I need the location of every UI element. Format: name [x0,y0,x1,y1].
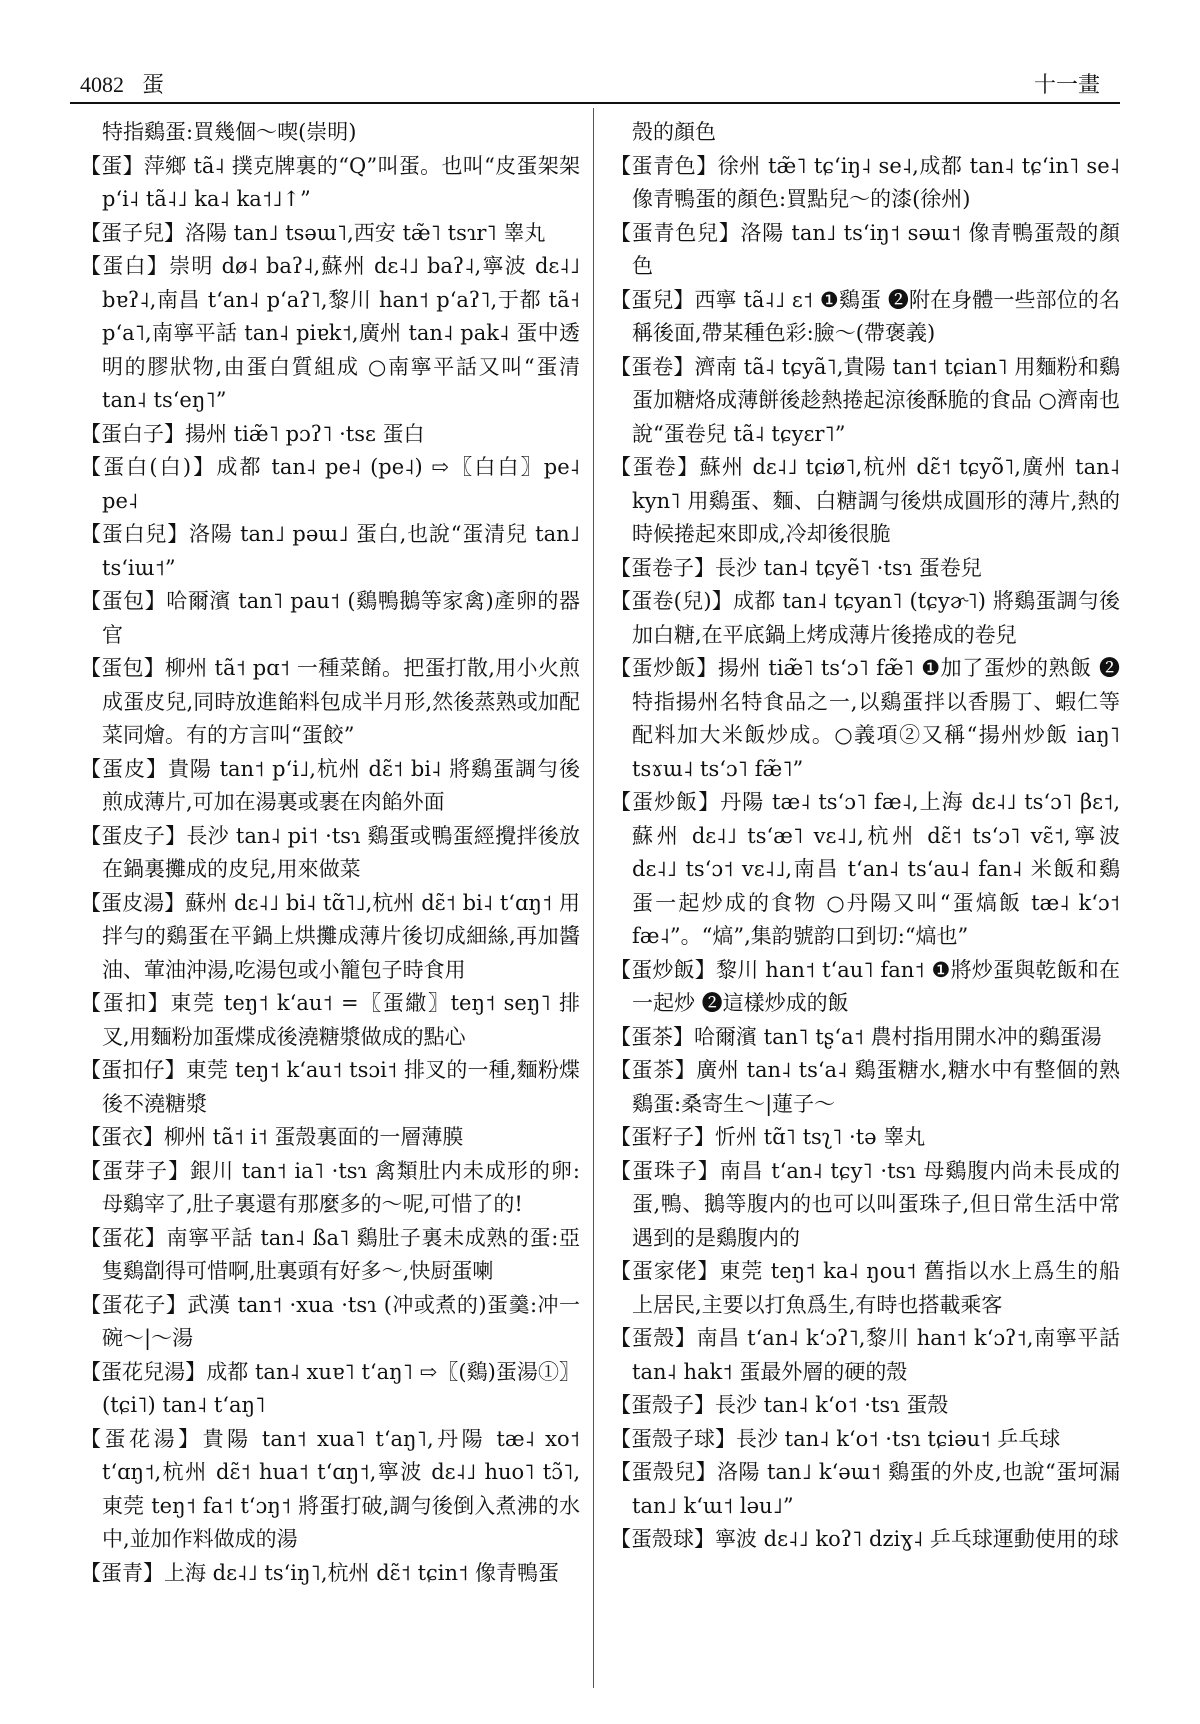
dictionary-entry: 【蛋白子】揚州 tiæ̃˥ pɔʔ˥ ·tsɛ 蛋白 [80,421,425,446]
page-header [70,58,1120,98]
dictionary-entry: 【蛋】萍鄉 tã˨ 撲克牌裏的“Q”叫蛋。也叫“皮蛋架架 pʻi˨ tã˨˩ ka˨ ka˦˩↑” [80,153,580,211]
dictionary-entry: 【蛋花湯】貴陽 tan˦ xua˥ tʻaŋ˥,丹陽 tæ˨ xo˦ tʻɑŋ˦,杭州 dɛ̃˦ hua˦ tʻɑŋ˦,寧波 dɛ˨˩ huo˥ tɔ̃˥,東莞 teŋ˦ fa˦ tʻɔŋ˦ 將蛋打破,調勻後倒入煮沸的水中,並加作料做成的湯 [80,1426,580,1551]
dictionary-entry: 特指鷄蛋:買幾個～喫(崇明) [102,120,357,144]
dictionary-entry: 【蛋家佬】東莞 teŋ˦ ka˨ ŋou˦ 舊指以水上爲生的船上居民,主要以打魚爲生,有時也搭載乘客 [610,1259,1120,1317]
dictionary-entry: 【蛋青色兒】洛陽 tan˩ tsʻiŋ˦ səɯ˦ 像青鴨蛋殼的顏色 [610,220,1120,278]
dictionary-entry: 【蛋卷(兒)】成都 tan˨ tɕyan˥ (tɕyɚ˥) 將鷄蛋調勻後加白糖,在平底鍋上烤成薄片後捲成的卷兒 [610,589,1120,647]
dictionary-entry: 【蛋炒飯】揚州 tiæ̃˥ tsʻɔ˥ fæ̃˥ ❶加了蛋炒的熟飯 ❷特指揚州名特食品之一,以鷄蛋拌以香腸丁、蝦仁等配料加大米飯炒成。○義項②又稱“揚州炒飯 iaŋ˥ tsɤɯ˨ tsʻɔ˥ fæ̃˥” [610,656,1120,781]
dictionary-entry: 【蛋珠子】南昌 tʻan˨ tɕy˥ ·tsɿ 母鷄腹内尚未長成的蛋,鴨、鵝等腹内的也可以叫蛋珠子,但日常生活中常遇到的是鷄腹内的 [610,1158,1120,1250]
page-number: 4082 [80,72,124,97]
dictionary-entry: 【蛋花子】武漢 tan˦ ·xua ·tsɿ (冲或煮的)蛋羹:冲一碗～|～湯 [80,1292,580,1350]
dictionary-entry: 【蛋芽子】銀川 tan˦ ia˥ ·tsɿ 禽類肚内未成形的卵:母鷄宰了,肚子裏還有那麼多的～呢,可惜了的! [80,1158,580,1216]
dictionary-entry: 【蛋白】崇明 dø˨ baʔ˨,蘇州 dɛ˨˩ baʔ˨,寧波 dɛ˨˩ bɐʔ˨,南昌 tʻan˨ pʻaʔ˥,黎川 han˦ pʻaʔ˥,于都 tã˧ pʻa˥,南寧平話 tan˨ piɐk˦,廣州 tan˨ pak˨ 蛋中透明的膠狀物,由蛋白質組成 ○南寧平話又叫“蛋清 tan˨ tsʻeŋ˥” [80,254,580,412]
dictionary-entry: 【蛋皮子】長沙 tan˨ pi˦ ·tsɿ 鷄蛋或鴨蛋經攪拌後放在鍋裏攤成的皮兒,用來做菜 [80,823,580,881]
dictionary-entry: 【蛋花兒湯】成都 tan˨ xuɐ˥ tʻaŋ˥ ⇨〖(鷄)蛋湯①〗(tɕi˥) tan˨ tʻaŋ˥ [80,1359,580,1417]
dictionary-entry: 【蛋青色】徐州 tæ̃˥ tɕʻiŋ˨ se˨,成都 tan˨ tɕʻin˥ se˨ 像青鴨蛋的顏色:買點兒～的漆(徐州) [610,153,1120,211]
dictionary-entry: 【蛋青】上海 dɛ˨˩ tsʻiŋ˥,杭州 dɛ̃˦ tɕin˦ 像青鴨蛋 [80,1560,560,1585]
left-column [80,116,580,1590]
dictionary-entry: 【蛋包】哈爾濱 tan˥ pau˦ (鷄鴨鵝等家禽)產卵的器官 [80,589,580,647]
dictionary-entry: 【蛋兒】西寧 tã˨˩ ɛ˦ ❶鷄蛋 ❷附在身體一些部位的名稱後面,帶某種色彩:臉～(帶褒義) [610,287,1120,345]
dictionary-entry: 【蛋扣仔】東莞 teŋ˦ kʻau˦ tsɔi˦ 排叉的一種,麵粉煠後不澆糖漿 [80,1058,580,1116]
header-left [80,68,164,99]
dictionary-entry: 【蛋扣】東莞 teŋ˦ kʻau˦ =〖蛋繖〗teŋ˦ seŋ˥ 排叉,用麵粉加蛋煠成後澆糖漿做成的點心 [80,991,580,1049]
dictionary-entry: 殼的顏色 [632,120,716,144]
dictionary-entry: 【蛋殼兒】洛陽 tan˩ kʻəɯ˦ 鷄蛋的外皮,也說“蛋坷漏 tan˩ kʻɯ˦ ləu˩” [610,1460,1120,1518]
header-rule [70,102,1120,104]
dictionary-entry: 【蛋白(白)】成都 tan˨ pe˨ (pe˨) ⇨〖白白〗pe˨ pe˨ [80,455,580,513]
dictionary-entry: 【蛋茶】廣州 tan˨ tsʻa˨ 鷄蛋糖水,糖水中有整個的熟鷄蛋:桑寄生～|蓮子～ [610,1058,1120,1116]
dictionary-entry: 【蛋皮】貴陽 tan˦ pʻi˩,杭州 dɛ̃˦ bi˨ 將鷄蛋調勻後煎成薄片,可加在湯裏或裹在肉餡外面 [80,756,580,814]
stroke-section: 十一畫 [1033,73,1100,98]
dictionary-entry: 【蛋籽子】忻州 tɑ̃˥ tsʅ˥ ·tə 睾丸 [610,1125,926,1149]
column-divider [593,108,594,1688]
head-character: 蛋 [142,73,165,98]
dictionary-entry: 【蛋卷子】長沙 tan˨ tɕyẽ˥ ·tsɿ 蛋卷兒 [610,555,982,580]
dictionary-entry: 【蛋殼子球】長沙 tan˨ kʻo˦ ·tsɿ tɕiəu˦ 乒乓球 [610,1426,1061,1451]
dictionary-entry: 【蛋皮湯】蘇州 dɛ˨˩ bi˨ tɑ̃˥˩,杭州 dɛ̃˦ bi˨ tʻɑŋ˦ 用拌勻的鷄蛋在平鍋上烘攤成薄片後切成細絲,再加醬油、葷油沖湯,吃湯包或小籠包子時食用 [80,890,580,982]
dictionary-entry: 【蛋花】南寧平話 tan˨ ßa˥ 鷄肚子裏未成熟的蛋:亞隻鷄劏得可惜啊,肚裏頭有好多～,快厨蛋喇 [80,1225,580,1283]
dictionary-entry: 【蛋衣】柳州 tã˦ i˦ 蛋殼裏面的一層薄膜 [80,1125,464,1149]
dictionary-entry: 【蛋白兒】洛陽 tan˩ pəɯ˩ 蛋白,也說“蛋清兒 tan˩ tsʻiɯ˦” [80,522,580,580]
dictionary-entry: 【蛋包】柳州 tã˦ pɑ˦ 一種菜餚。把蛋打散,用小火煎成蛋皮兒,同時放進餡料包成半月形,然後蒸熟或加配菜同燴。有的方言叫“蛋餃” [80,656,580,747]
dictionary-entry: 【蛋卷】濟南 tã˨ tɕyã˥,貴陽 tan˦ tɕian˥ 用麵粉和鷄蛋加糖烙成薄餅後趁熱捲起涼後酥脆的食品 ○濟南也說“蛋卷兒 tã˨ tɕyɛr˥” [610,354,1120,446]
dictionary-entry: 【蛋殼球】寧波 dɛ˨˩ koʔ˥ dziɣ˨ 乒乓球運動使用的球 [610,1527,1119,1551]
dictionary-entry: 【蛋茶】哈爾濱 tan˥ tʂʻa˦ 農村指用開水冲的鷄蛋湯 [610,1024,1102,1049]
dictionary-entry: 【蛋炒飯】黎川 han˦ tʻau˥ fan˦ ❶將炒蛋與乾飯和在一起炒 ❷這樣炒成的飯 [610,957,1120,1015]
dictionary-entry: 【蛋殼】南昌 tʻan˨ kʻɔʔ˥,黎川 han˦ kʻɔʔ˦,南寧平話 tan˨ hak˦ 蛋最外層的硬的殼 [610,1326,1120,1384]
dictionary-entry: 【蛋子兒】洛陽 tan˩ tsəɯ˥,西安 tæ̃˥ tsɿr˥ 睾丸 [80,220,546,245]
dictionary-entry: 【蛋殼子】長沙 tan˨ kʻo˦ ·tsɿ 蛋殼 [610,1393,949,1417]
dictionary-entry: 【蛋卷】蘇州 dɛ˨˩ tɕiø˥,杭州 dɛ̃˦ tɕyõ˥,廣州 tan˨ kyn˥ 用鷄蛋、麵、白糖調勻後烘成圓形的薄片,熱的時候捲起來即成,冷却後很脆 [610,455,1120,546]
right-column [610,116,1120,1557]
dictionary-entry: 【蛋炒飯】丹陽 tæ˨ tsʻɔ˥ fæ˨,上海 dɛ˨˩ tsʻɔ˥ βɛ˦,蘇州 dɛ˨˩ tsʻæ˥ vɛ˨˩,杭州 dɛ̃˦ tsʻɔ˥ vɛ̃˦,寧波 dɛ˨˩ tsʻɔ˦ vɛ˨˩,南昌 tʻan˨ tsʻau˨ fan˨ 米飯和鷄蛋一起炒成的食物 ○丹陽又叫“蛋熇飯 tæ˨ kʻɔ˦ fæ˨”。“熇”,集韵號韵口到切:“熇也” [610,790,1120,948]
